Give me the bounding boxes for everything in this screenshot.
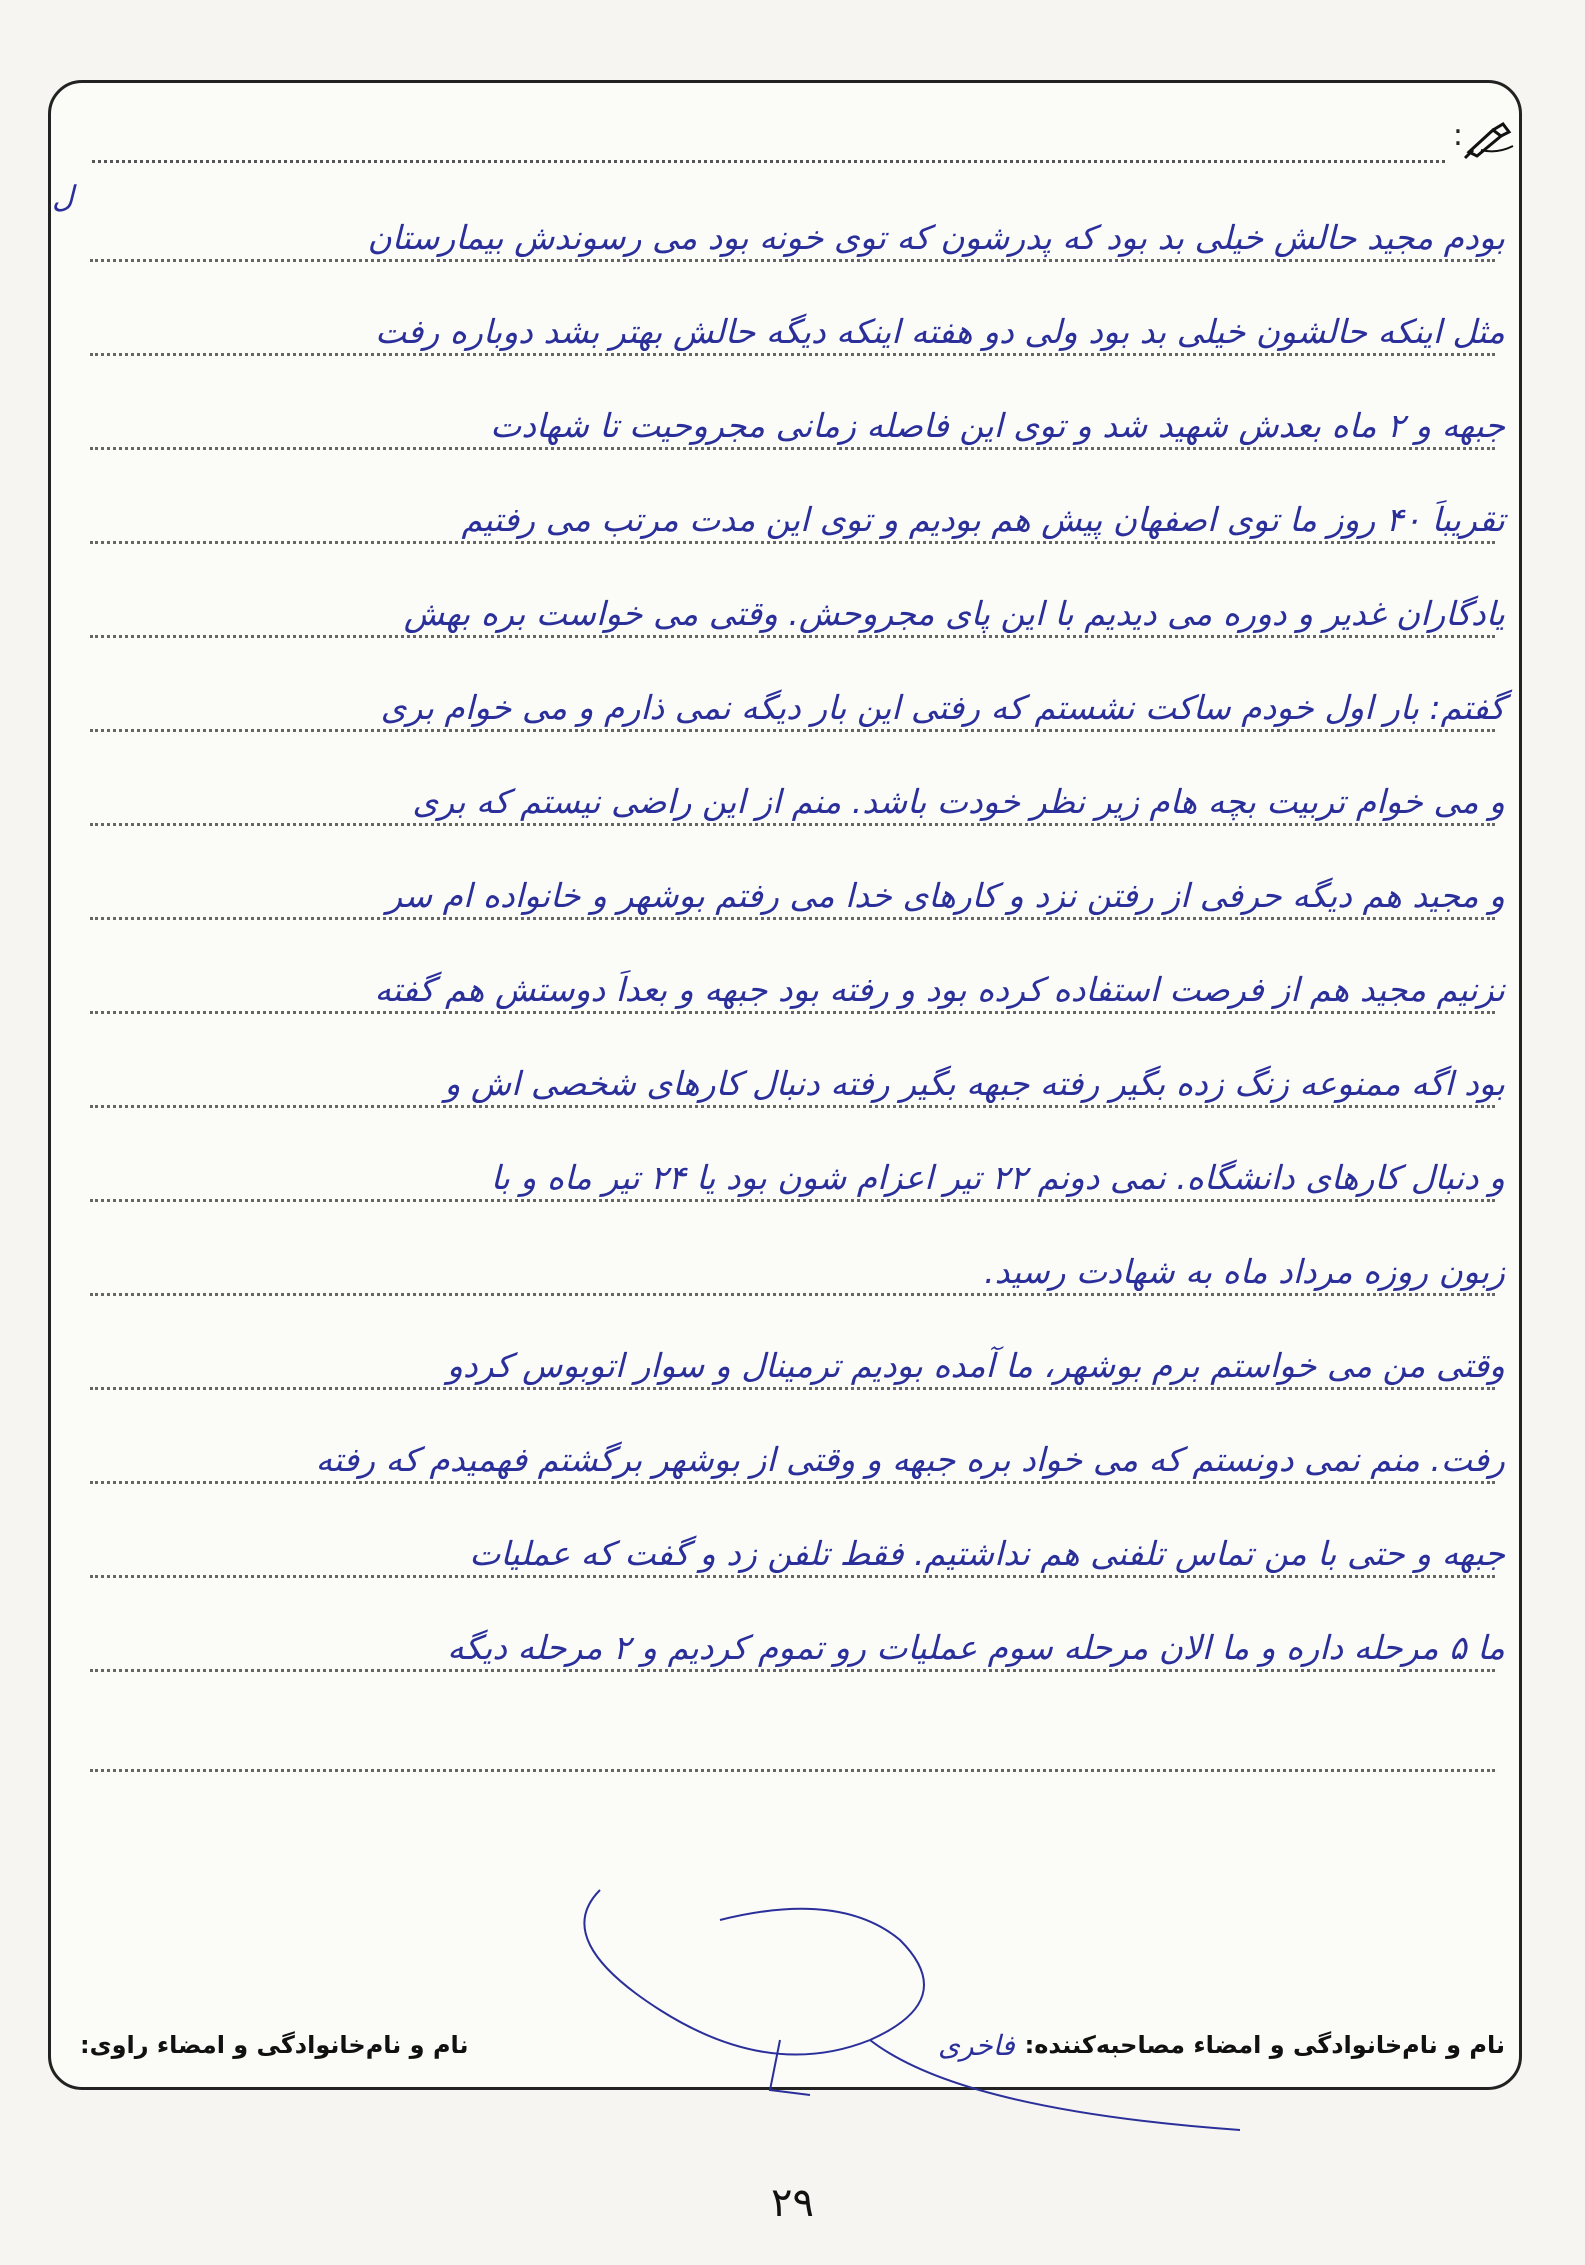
text-line (70, 1120, 1515, 1214)
signature-footer (80, 2020, 1505, 2070)
page-number: ۲۹ (771, 2180, 814, 2226)
interviewer-signature: فاخری (938, 2028, 1015, 2062)
header-rule (92, 160, 1445, 163)
line-text: گفتم: بار اول خودم ساکت نشستم که رفتی این بار دیگه نمی ذارم و می خوام بری (380, 688, 1505, 728)
text-line (70, 556, 1515, 650)
interviewer-signature-block (938, 2029, 1505, 2062)
line-text: زبون روزه مرداد ماه به شهادت رسید. (984, 1252, 1505, 1292)
interviewer-label: نام و نام‌خانوادگی و امضاء مصاحبه‌کننده: (1024, 2031, 1505, 2059)
text-line (70, 368, 1515, 462)
line-text: بود اگه ممنوعه زنگ زده بگیر رفته جبهه بگیر رفته دنبال کارهای شخصی اش و (444, 1064, 1505, 1104)
narrator-label: نام و نام‌خانوادگی و امضاء راوی: (80, 2031, 469, 2059)
text-line (70, 744, 1515, 838)
line-text: نزنیم مجید هم از فرصت استفاده کرده بود و رفته بود جبهه و بعداً دوستش هم گفته (374, 970, 1505, 1010)
text-line (70, 1308, 1515, 1402)
text-line (70, 1496, 1515, 1590)
line-text: مثل اینکه حالشون خیلی بد بود ولی دو هفته اینکه دیگه حالش بهتر بشد دوباره رفت (375, 312, 1505, 352)
line-text: و می خوام تربیت بچه هام زیر نظر خودت باشد. منم از این راضی نیستم که بری (412, 782, 1505, 822)
text-line (70, 462, 1515, 556)
line-text: و دنبال کارهای دانشگاه. نمی دونم ۲۲ تیر اعزام شون بود یا ۲۴ تیر ماه و با (490, 1158, 1505, 1198)
line-text: رفت. منم نمی دونستم که می خواد بره جبهه و وقتی از بوشهر برگشتم فهمیدم که رفته (315, 1440, 1505, 1480)
line-text: ما ۵ مرحله داره و ما الان مرحله سوم عملیات رو تموم کردیم و ۲ مرحله دیگه (447, 1628, 1505, 1668)
text-line (70, 1590, 1515, 1684)
text-line (70, 274, 1515, 368)
text-line (70, 180, 1515, 274)
text-line (70, 650, 1515, 744)
line-text: جبهه و حتی با من تماس تلفنی هم نداشتیم. فقط تلفن زد و گفت که عملیات (469, 1534, 1505, 1574)
line-text (70, 1768, 1515, 1784)
line-text: بودم مجید حالش خیلی بد بود که پدرشون که توی خونه بود می رسوندش بیمارستان (367, 218, 1505, 258)
text-line (70, 838, 1515, 932)
text-line (70, 1214, 1515, 1308)
text-line-empty (70, 1684, 1515, 1784)
line-text: وقتی من می خواستم برم بوشهر، ما آمده بودیم ترمینال و سوار اتوبوس کردو (447, 1346, 1505, 1386)
text-line (70, 1026, 1515, 1120)
line-text: تقریباً ۴۰ روز ما توی اصفهان پیش هم بودیم و توی این مدت مرتب می رفتیم (461, 500, 1505, 540)
text-line (70, 1402, 1515, 1496)
margin-note: ل (52, 180, 74, 215)
handwritten-text-lines (70, 180, 1515, 1784)
line-text: یادگاران غدیر و دوره می دیدیم با این پای مجروحش. وقتی می خواست بره بهش (403, 594, 1505, 634)
pen-icon (1463, 120, 1519, 160)
text-line (70, 932, 1515, 1026)
line-text: جبهه و ۲ ماه بعدش شهید شد و توی این فاصله زمانی مجروحیت تا شهادت (490, 406, 1505, 446)
line-text: و مجید هم دیگه حرفی از رفتن نزد و کارهای خدا می رفتم بوشهر و خانواده ام سر (386, 876, 1505, 916)
header-colon: : (1452, 118, 1463, 153)
